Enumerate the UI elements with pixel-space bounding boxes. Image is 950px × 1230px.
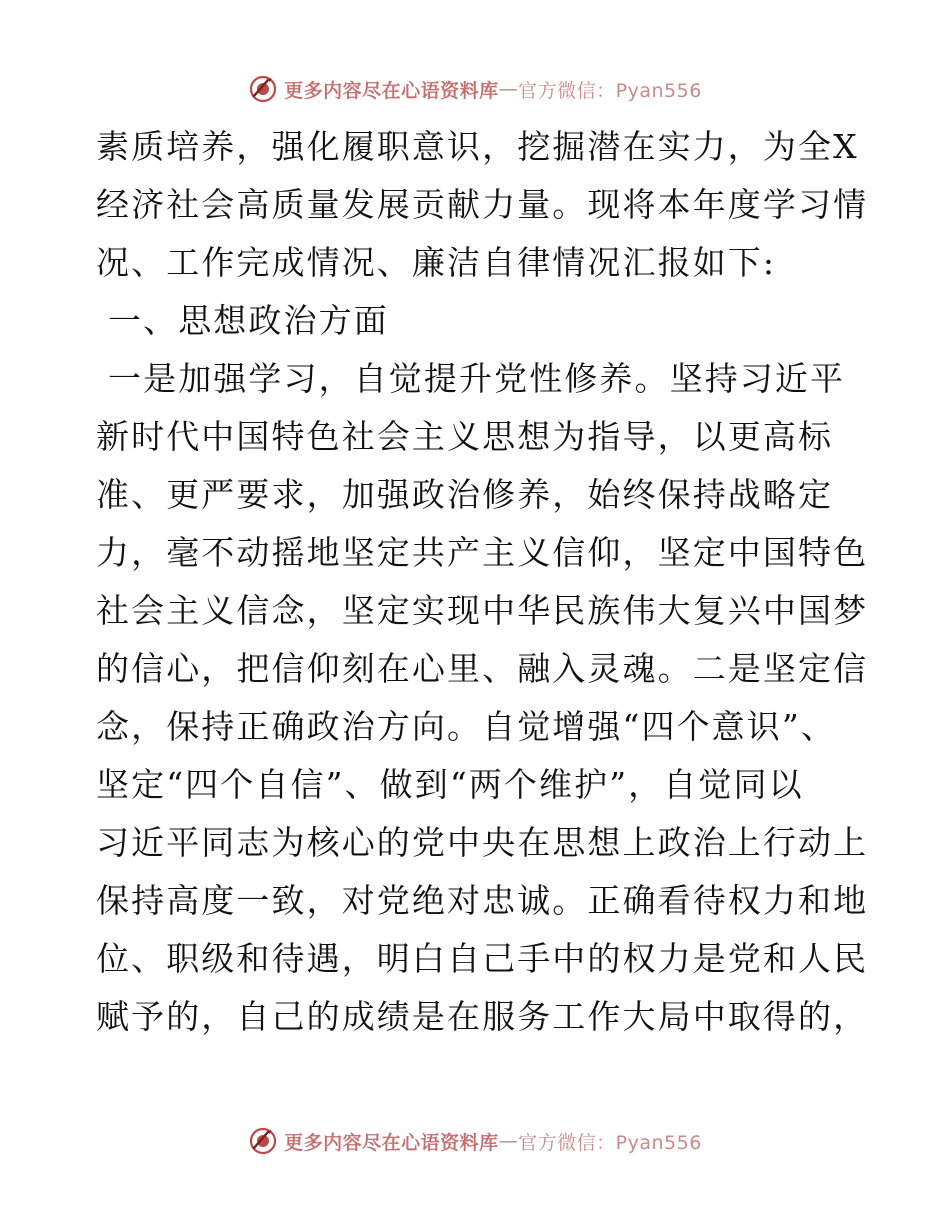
body-line: 习近平同志为核心的党中央在思想上政治上行动上 xyxy=(96,823,869,862)
body-line: 素质培养，强化履职意识，挖掘潜在实力，为全X xyxy=(96,127,859,166)
body-line: 新时代中国特色社会主义思想为指导，以更高标 xyxy=(96,417,834,456)
body-line: 经济社会高质量发展贡献力量。现将本年度学习情 xyxy=(96,185,869,224)
body-line: 念，保持正确政治方向。自觉增强“四个意识”、 xyxy=(96,707,836,746)
body-line: 位、职级和待遇，明白自己手中的权力是党和人民 xyxy=(96,939,869,978)
body-line: 坚定“四个自信”、做到“两个维护”，自觉同以 xyxy=(96,765,804,804)
body-line: 力，毫不动摇地坚定共产主义信仰，坚定中国特色 xyxy=(96,533,869,572)
footer-watermark xyxy=(0,1126,950,1156)
body-line: 赋予的，自己的成绩是在服务工作大局中取得的， xyxy=(96,997,869,1036)
body-line: 况、工作完成情况、廉洁自律情况汇报如下: xyxy=(96,243,777,282)
watermark-main-text: 更多内容尽在心语资料库 xyxy=(284,1131,499,1154)
body-line: 保持高度一致，对党绝对忠诚。正确看待权力和地 xyxy=(96,881,869,920)
seal-logo-icon xyxy=(248,1126,278,1156)
header-watermark xyxy=(0,74,950,104)
body-line: 准、更严要求，加强政治修养，始终保持战略定 xyxy=(96,475,834,514)
body-line: 一是加强学习，自觉提升党性修养。坚持习近平 xyxy=(108,359,846,398)
section-heading: 一、思想政治方面 xyxy=(108,301,389,340)
body-line: 社会主义信念，坚定实现中华民族伟大复兴中国梦 xyxy=(96,591,869,630)
watermark-main-text: 更多内容尽在心语资料库 xyxy=(284,79,499,102)
seal-logo-icon xyxy=(248,74,278,104)
watermark-account-text: 官方微信：Pyan556 xyxy=(518,1131,702,1154)
body-line: 的信心，把信仰刻在心里、融入灵魂。二是坚定信 xyxy=(96,649,869,688)
watermark-account-text: 官方微信：Pyan556 xyxy=(518,79,702,102)
watermark-separator: — xyxy=(498,78,519,100)
watermark-separator: — xyxy=(498,1130,519,1152)
document-body xyxy=(96,118,869,1046)
